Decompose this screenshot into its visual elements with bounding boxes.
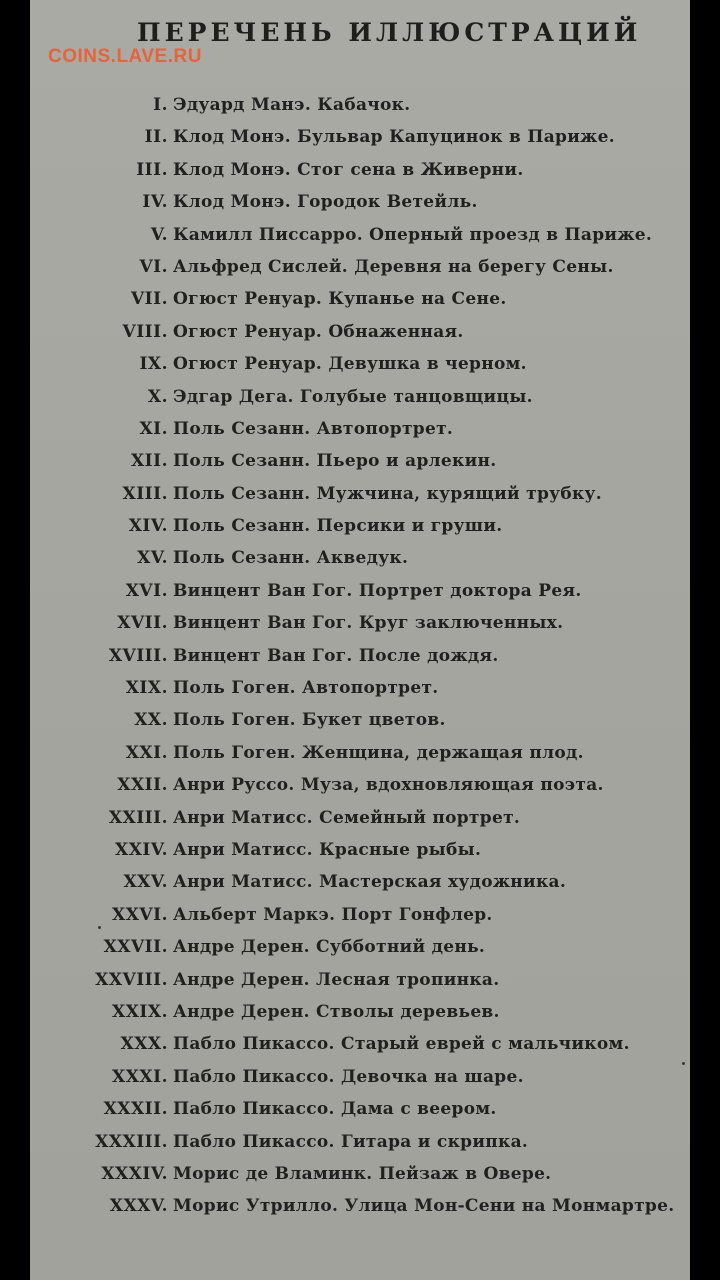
item-caption: Поль Сезанн. Автопортрет. bbox=[173, 418, 454, 439]
list-item bbox=[0, 933, 720, 965]
item-number: X. bbox=[147, 386, 168, 407]
item-number: XXXV. bbox=[109, 1196, 168, 1217]
item-caption: Поль Гоген. Букет цветов. bbox=[173, 710, 446, 731]
list-item bbox=[0, 1128, 720, 1160]
item-number: XXVII. bbox=[103, 937, 168, 958]
item-number: XX. bbox=[134, 710, 168, 731]
item-caption: Андре Дерен. Лесная тропинка. bbox=[173, 969, 500, 990]
list-item bbox=[0, 1160, 720, 1192]
item-number: XXXIII. bbox=[95, 1131, 168, 1152]
list-item bbox=[0, 91, 720, 123]
item-number: XIX. bbox=[125, 678, 168, 699]
item-number: XXIII. bbox=[108, 807, 168, 828]
list-item bbox=[0, 285, 720, 317]
item-number: XXX. bbox=[120, 1034, 168, 1055]
list-item bbox=[0, 901, 720, 933]
item-number: III. bbox=[136, 159, 168, 180]
item-caption: Андре Дерен. Субботний день. bbox=[173, 937, 486, 958]
item-caption: Альберт Маркэ. Порт Гонфлер. bbox=[173, 904, 493, 925]
list-item bbox=[0, 674, 720, 706]
item-caption: Поль Сезанн. Акведук. bbox=[173, 548, 409, 569]
item-number: XVI. bbox=[125, 580, 168, 601]
item-caption: Анри Матисс. Семейный портрет. bbox=[173, 807, 521, 828]
item-number: XXV. bbox=[123, 872, 168, 893]
item-caption: Поль Сезанн. Пьеро и арлекин. bbox=[173, 451, 497, 472]
list-item bbox=[0, 318, 720, 350]
list-item bbox=[0, 156, 720, 188]
item-number: V. bbox=[150, 224, 168, 245]
list-item bbox=[0, 447, 720, 479]
list-item bbox=[0, 253, 720, 285]
list-item bbox=[0, 739, 720, 771]
item-caption: Клод Монэ. Городок Ветейль. bbox=[173, 192, 478, 213]
item-caption: Винцент Ван Гог. Портрет доктора Рея. bbox=[173, 580, 582, 601]
item-number: XXXIV. bbox=[101, 1163, 168, 1184]
item-caption: Винцент Ван Гог. После дождя. bbox=[173, 645, 499, 666]
item-number: XVIII. bbox=[108, 645, 168, 666]
item-caption: Поль Сезанн. Мужчина, курящий трубку. bbox=[173, 483, 602, 504]
item-number: XVII. bbox=[117, 613, 168, 634]
item-number: I. bbox=[153, 95, 168, 115]
list-item bbox=[0, 1063, 720, 1095]
list-item bbox=[0, 188, 720, 220]
list-item bbox=[0, 383, 720, 415]
item-number: XXVI. bbox=[112, 904, 168, 925]
item-caption: Поль Гоген. Женщина, держащая плод. bbox=[173, 742, 584, 763]
item-number: VI. bbox=[139, 256, 168, 277]
list-item bbox=[0, 221, 720, 253]
item-caption: Камилл Писсарро. Оперный проезд в Париже. bbox=[173, 224, 653, 245]
page-title: ПЕРЕЧЕНЬ ИЛЛЮСТРАЦИЙ bbox=[137, 18, 642, 47]
list-item bbox=[0, 706, 720, 738]
item-caption: Пабло Пикассо. Старый еврей с мальчиком. bbox=[173, 1034, 630, 1055]
list-item bbox=[0, 804, 720, 836]
list-item bbox=[0, 998, 720, 1030]
list-item bbox=[0, 350, 720, 382]
list-item bbox=[0, 1095, 720, 1127]
list-item bbox=[0, 512, 720, 544]
list-item bbox=[0, 577, 720, 609]
item-number: VIII. bbox=[122, 321, 168, 342]
item-caption: Эдуард Манэ. Кабачок. bbox=[173, 95, 411, 115]
item-number: IX. bbox=[139, 354, 168, 375]
list-item bbox=[0, 609, 720, 641]
item-number: VII. bbox=[130, 289, 168, 310]
item-caption: Морис Утрилло. Улица Мон-Сени на Монмартре. bbox=[173, 1196, 675, 1217]
item-caption: Огюст Ренуар. Обнаженная. bbox=[173, 321, 464, 342]
item-number: XXVIII. bbox=[95, 969, 168, 990]
list-item bbox=[0, 415, 720, 447]
item-caption: Пабло Пикассо. Девочка на шаре. bbox=[173, 1066, 524, 1087]
list-item bbox=[0, 1030, 720, 1062]
item-caption: Клод Монэ. Стог сена в Живерни. bbox=[173, 159, 524, 180]
item-caption: Андре Дерен. Стволы деревьев. bbox=[173, 1001, 500, 1022]
item-caption: Альфред Сислей. Деревня на берегу Сены. bbox=[173, 256, 614, 277]
list-item bbox=[0, 1192, 720, 1224]
item-number: XIII. bbox=[122, 483, 168, 504]
item-number: XXI. bbox=[125, 742, 168, 763]
list-item bbox=[0, 836, 720, 868]
item-number: XXIX. bbox=[112, 1001, 168, 1022]
item-caption: Поль Гоген. Автопортрет. bbox=[173, 678, 439, 699]
item-caption: Анри Матисс. Мастерская художника. bbox=[173, 872, 567, 893]
item-caption: Морис де Вламинк. Пейзаж в Овере. bbox=[173, 1163, 552, 1184]
item-caption: Пабло Пикассо. Гитара и скрипка. bbox=[173, 1131, 529, 1152]
item-number: XV. bbox=[137, 548, 168, 569]
item-caption: Поль Сезанн. Персики и груши. bbox=[173, 516, 503, 537]
item-caption: Анри Матисс. Красные рыбы. bbox=[173, 839, 482, 860]
item-caption: Анри Руссо. Муза, вдохновляющая поэта. bbox=[173, 775, 604, 796]
list-item bbox=[0, 868, 720, 900]
illustration-list bbox=[0, 91, 720, 1225]
list-item bbox=[0, 123, 720, 155]
list-item bbox=[0, 642, 720, 674]
item-number: IV. bbox=[142, 192, 168, 213]
item-number: XII. bbox=[130, 451, 168, 472]
watermark: COINS.LAVE.RU bbox=[48, 46, 202, 67]
item-number: XIV. bbox=[128, 516, 168, 537]
item-number: II. bbox=[144, 127, 168, 148]
item-number: XI. bbox=[139, 418, 168, 439]
item-caption: Клод Монэ. Бульвар Капуцинок в Париже. bbox=[173, 127, 615, 148]
list-item bbox=[0, 771, 720, 803]
item-caption: Огюст Ренуар. Купанье на Сене. bbox=[173, 289, 507, 310]
list-item bbox=[0, 480, 720, 512]
list-item bbox=[0, 544, 720, 576]
item-number: XXII. bbox=[117, 775, 168, 796]
item-caption: Пабло Пикассо. Дама с веером. bbox=[173, 1099, 497, 1120]
item-caption: Эдгар Дега. Голубые танцовщицы. bbox=[173, 386, 533, 407]
item-caption: Винцент Ван Гог. Круг заключенных. bbox=[173, 613, 564, 634]
item-number: XXXII. bbox=[103, 1099, 168, 1120]
list-item bbox=[0, 966, 720, 998]
item-number: XXXI. bbox=[112, 1066, 168, 1087]
item-caption: Огюст Ренуар. Девушка в черном. bbox=[173, 354, 527, 375]
item-number: XXIV. bbox=[115, 839, 168, 860]
